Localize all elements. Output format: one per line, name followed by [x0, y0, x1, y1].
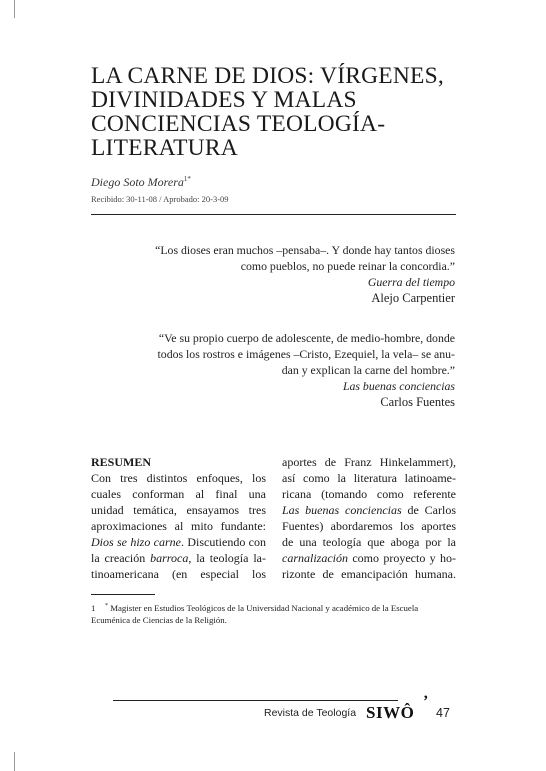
- abstract-line: Con tres distintos enfoques, los: [91, 471, 266, 485]
- title-line: LA CARNE DE DIOS: VÍRGENES,: [91, 63, 444, 89]
- epigraph-author: Alejo Carpentier: [371, 291, 455, 305]
- epigraph-fuentes: [115, 330, 455, 410]
- abstract-line: unidad temática, ensayamos tres: [91, 503, 266, 517]
- abstract-line: de una teología que aboga por la: [282, 535, 456, 549]
- abstract-text: . Discutiendo con: [181, 535, 266, 549]
- abstract-emphasis: Dios se hizo carne: [91, 535, 181, 549]
- abstract-emphasis: barroca: [150, 551, 189, 565]
- epigraph-source: Las buenas conciencias: [342, 379, 455, 393]
- journal-name: Revista de Teología: [264, 707, 357, 719]
- abstract-line: tinoamericana (en especial los: [91, 567, 266, 581]
- abstract-text: , la teología la-: [188, 551, 266, 565]
- abstract-line: así como la literatura latinoame-: [282, 471, 456, 485]
- epigraph-line: “Ve su propio cuerpo de adolescente, de medio-hombre, donde: [158, 331, 455, 345]
- abstract-line: [282, 550, 456, 566]
- abstract-line: rizonte de emancipación humana.: [282, 567, 456, 581]
- crop-mark-top-left: [14, 0, 15, 18]
- article-title: [91, 64, 471, 160]
- abstract-emphasis: carnalización: [282, 551, 348, 565]
- abstract-line: aproximaciones al mito fundante:: [91, 519, 266, 533]
- abstract-text: la creación: [91, 551, 151, 565]
- footnote-text: Magister en Estudios Teológicos de la Universidad Nacional y académico de la Escuela Ecuménica de Ciencias de la Religión.: [91, 602, 419, 625]
- epigraph-source: Guerra del tiempo: [367, 275, 455, 289]
- footnote-number: 1: [91, 602, 96, 613]
- abstract-left-column: [91, 470, 266, 582]
- epigraph-line: dan y explican la carne del hombre.”: [281, 363, 455, 377]
- footnote: [91, 600, 456, 626]
- epigraph-line: como pueblos, no puede reinar la concordia.”: [240, 259, 455, 273]
- journal-logo-mark: ’: [423, 693, 429, 710]
- epigraph-line: todos los rostros e imágenes –Cristo, Ezequiel, la vela– se anu-: [157, 347, 455, 361]
- received-approved-dates: Recibido: 30-11-08 / Aprobado: 20-3-09: [91, 194, 229, 204]
- title-line: LITERATURA: [91, 135, 238, 161]
- author-name: [91, 175, 191, 190]
- header-rule: [91, 214, 456, 215]
- abstract-line: cuales conforman al final una: [91, 487, 266, 501]
- epigraph-author: Carlos Fuentes: [380, 395, 455, 409]
- abstract-line: [91, 550, 266, 566]
- abstract-text: como proyecto y ho-: [348, 551, 456, 565]
- abstract-text: de Carlos: [401, 503, 457, 517]
- footnote-marker: *: [105, 603, 108, 609]
- author-footnote-ref: 1*: [183, 175, 191, 183]
- footnote-rule: [91, 594, 155, 595]
- abstract-heading: RESUMEN: [91, 455, 152, 469]
- journal-logo: SIWÔ: [366, 703, 415, 722]
- title-line: CONCIENCIAS TEOLOGÍA-: [91, 111, 386, 137]
- footer-rule: [113, 700, 398, 701]
- title-line: DIVINIDADES Y MALAS: [91, 87, 357, 113]
- crop-mark-bottom-left: [14, 752, 15, 771]
- abstract-line: Fuentes) abordaremos los aportes: [282, 519, 456, 533]
- abstract-line: [282, 502, 456, 518]
- epigraph-carpentier: [115, 242, 455, 306]
- abstract-line: [91, 534, 266, 550]
- epigraph-line: “Los dioses eran muchos –pensaba–. Y donde hay tantos dioses: [155, 243, 455, 257]
- page-number: 47: [436, 706, 450, 720]
- abstract-right-column: [282, 454, 456, 582]
- author-text: Diego Soto Morera: [91, 175, 184, 189]
- abstract-emphasis: Las buenas conciencias: [282, 503, 402, 517]
- abstract-line: ricana (tomando como referente: [282, 487, 456, 501]
- abstract-line: aportes de Franz Hinkelammert),: [282, 455, 456, 469]
